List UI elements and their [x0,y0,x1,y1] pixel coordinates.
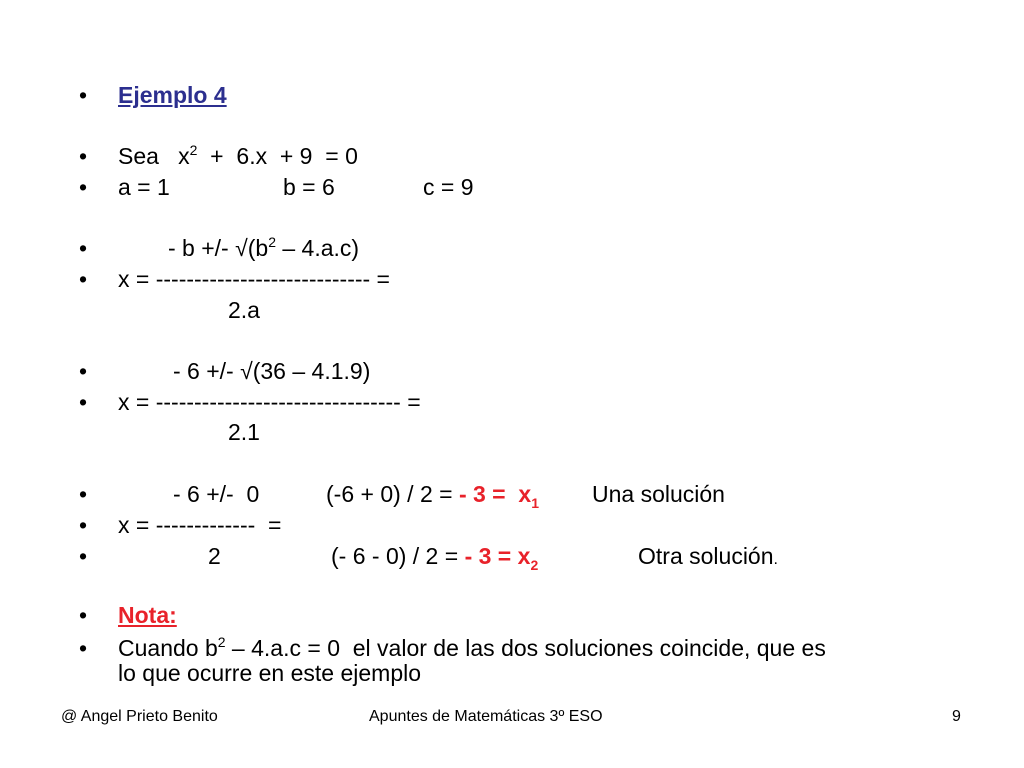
subst-denominator: 2.1 [228,419,260,445]
formula-fraction-line: x = ---------------------------- = [118,266,390,292]
subst-numerator: - 6 +/- √(36 – 4.1.9) [173,358,371,384]
bullet: • [79,174,88,200]
solution-1-value [458,481,539,511]
solution-1-label: Una solución [592,481,725,507]
formula-exponent: 2 [268,234,276,250]
bullet: • [79,543,88,569]
bullet: • [79,358,88,384]
coef-c: c = 9 [423,174,474,200]
bullet: • [79,82,88,108]
nota-exponent: 2 [217,634,226,650]
formula-text: – 4.a.c) [275,235,360,261]
solution-2-subscript: 2 [530,557,539,573]
solution-2-expression: (- 6 - 0) / 2 = [331,543,465,569]
footer-page-number: 9 [952,708,961,725]
solution-1-expression: (-6 + 0) / 2 = [326,481,459,507]
formula-numerator [168,234,359,262]
bullet: • [79,235,88,261]
coef-b: b = 6 [283,174,335,200]
bullet: • [79,602,88,628]
equation-exponent: 2 [189,142,198,158]
solution-1-subscript: 1 [531,495,539,511]
solution-1-value-text: - 3 = x [458,481,532,507]
result-denominator: 2 [208,543,221,569]
footer-course: Apuntes de Matemáticas 3º ESO [369,708,603,725]
solution-1 [326,480,539,511]
equation-text: Sea x [118,143,190,169]
nota-text: – 4.a.c = 0 el valor de las dos soluciones coincide, que es [225,635,826,661]
coef-a: a = 1 [118,174,170,200]
solution-2 [331,542,539,573]
nota-heading: Nota: [118,602,177,628]
formula-denominator: 2.a [228,297,260,323]
equation-text: + 6.x + 9 = 0 [197,143,358,169]
solution-2-value [464,543,539,573]
bullet: • [79,266,88,292]
nota-text-line-1 [118,634,826,662]
nota-text-line-2: lo que ocurre en este ejemplo [118,660,422,686]
solution-2-label-text: Otra solución [638,543,774,569]
result-fraction-line: x = ------------- = [118,512,282,538]
slide-title: Ejemplo 4 [118,82,227,108]
bullet: • [79,389,88,415]
bullet: • [79,481,88,507]
result-numerator: - 6 +/- 0 [173,481,260,507]
nota-text: Cuando b [118,635,218,661]
bullet: • [79,512,88,538]
footer-author: @ Angel Prieto Benito [61,708,218,725]
solution-2-value-text: - 3 = x [464,543,531,569]
subst-fraction-line: x = -------------------------------- = [118,389,421,415]
equation-line [118,142,358,170]
bullet: • [79,143,88,169]
bullet: • [79,635,88,661]
solution-2-period: . [773,551,778,568]
formula-text: - b +/- √(b [168,235,269,261]
solution-2-label [638,542,778,574]
